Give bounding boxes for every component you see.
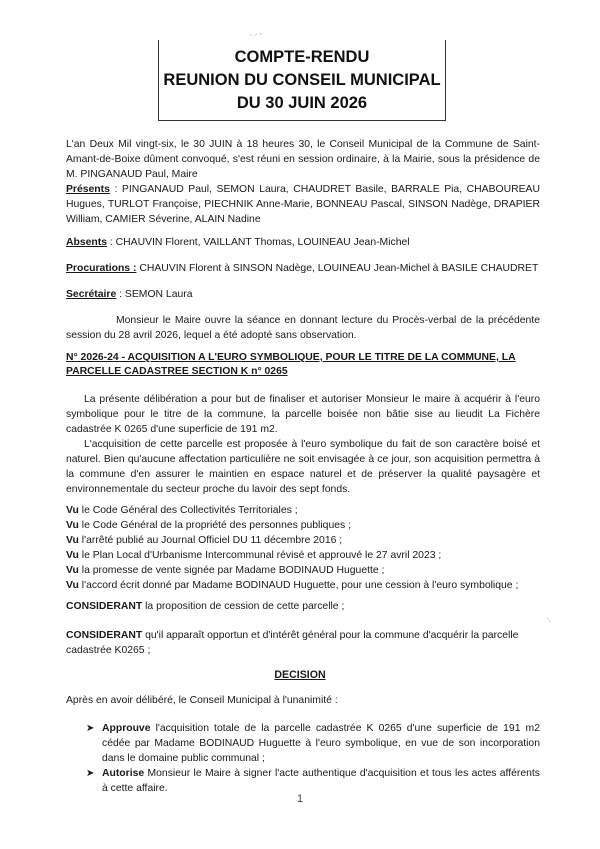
visa-line: Vu la promesse de vente signée par Madame BODINAUD Huguette ;	[66, 565, 385, 576]
secretaire-name: : SEMON Laura	[116, 289, 193, 300]
procurations-list: CHAUVIN Florent à SINSON Nadège, LOUINEAU Jean-Michel à BASILE CHAUDRET	[136, 263, 539, 274]
procurations-label: Procurations :	[66, 263, 137, 274]
title-box	[158, 40, 446, 121]
visa-line: Vu l'arrêté publié au Journal Officiel DU 11 décembre 2016 ;	[66, 535, 343, 546]
presents-label: Présents	[66, 184, 110, 195]
arrow-bullet-icon: ➤	[86, 768, 95, 779]
visa-line: Vu le Plan Local d'Urbanisme Intercommunal révisé et approuvé le 27 avril 2023 ;	[66, 550, 442, 561]
decision-intro: Après en avoir délibéré, le Conseil Municipal à l'unanimité :	[66, 695, 338, 706]
absents-label: Absents	[66, 237, 107, 248]
item-paragraph-1: La présente délibération a pour but de finaliser et autoriser Monsieur le maire à acquérir à l'euro symbolique pour le titre de la commune, la parcelle boisée non bâtie sise au lieudit La Fichère cadastrée K 0265 d'une superficie de 191 m2.	[66, 394, 540, 435]
title-line-2: REUNION DU CONSEIL MUNICIPAL	[163, 71, 441, 89]
title-line-3: DU 30 JUIN 2026	[236, 94, 368, 112]
page-number: 1	[296, 793, 304, 805]
presents-list: : PINGANAUD Paul, SEMON Laura, CHAUDRET Basile, BARRALE Pia, CHABOUREAU Hugues, TURLOT Françoise, PIECHNIK Anne-Marie, BONNEAU Pascal, SINSON Nadège, DRAPIER William, CAMIER Séverine, ALAIN Nadine	[66, 184, 540, 225]
considerant-1: CONSIDERANT la proposition de cession de cette parcelle ;	[66, 601, 345, 612]
decision-bullet-autorise: ➤ Autorise Monsieur le Maire à signer l'acte authentique d'acquisition et tous les actes afférents à cette affaire.	[86, 768, 540, 794]
considerant-2: CONSIDERANT qu'il apparaît opportun et d'intérêt général pour la commune d'acquérir la parcelle cadastrée K0265 ;	[66, 630, 519, 656]
visas-list	[66, 503, 540, 593]
opening-paragraph: Monsieur le Maire ouvre la séance en donnant lecture du Procès-verbal de la précédente session du 28 avril 2026, lequel a été adopté sans observation.	[66, 315, 540, 341]
secretaire-label: Secrétaire	[66, 289, 117, 300]
visa-line: Vu le Code Général des Collectivités Territoriales ;	[66, 505, 298, 516]
absents-list: : CHAUVIN Florent, VAILLANT Thomas, LOUINEAU Jean-Michel	[107, 237, 410, 248]
visa-line: Vu l'accord écrit donné par Madame BODINAUD Huguette, pour une cession à l'euro symbolique ;	[66, 580, 519, 591]
scan-mark: - .- ~	[250, 32, 263, 38]
intro-paragraph: L'an Deux Mil vingt-six, le 30 JUIN à 18 heures 30, le Conseil Municipal de la Commune de Saint-Amant-de-Boixe dûment convoqué, s'est réuni en session ordinaire, à la Mairie, sous la présidence de M. PINGANAUD Paul, Maire	[66, 139, 540, 180]
visa-line: Vu le Code Général de la propriété des personnes publiques ;	[66, 520, 351, 531]
scan-speck: ·,	[546, 614, 551, 623]
procurations-paragraph	[66, 261, 540, 276]
secretaire-paragraph	[66, 287, 540, 302]
presents-paragraph	[66, 182, 540, 227]
item-paragraph-2: L'acquisition de cette parcelle est proposée à l'euro symbolique du fait de son caractère boisé et naturel. Bien qu'aucune affectation particulière ne soit envisagée à ce jour, son acquisition permettra à la commune d'en assurer le maintien en espace naturel et de préserver la qualité paysagère et environnementale du secteur proche du lavoir des sept fonds.	[66, 439, 540, 495]
agenda-item-title: N° 2026-24 - ACQUISITION A L'EURO SYMBOLIQUE, POUR LE TITRE DE LA COMMUNE, LA PARCELLE CADASTREE SECTION K n° 0265	[66, 352, 516, 377]
arrow-bullet-icon: ➤	[86, 723, 95, 734]
decision-heading: DECISION	[274, 669, 326, 681]
title-line-1: COMPTE-RENDU	[234, 48, 370, 66]
decision-bullet-approuve: ➤ Approuve l'acquisition totale de la parcelle cadastrée K 0265 d'une superficie de 191 m2 cédée par Madame BODINAUD Huguette à l'euro symbolique, en vue de son incorporation dans le domaine public communal ;	[86, 723, 540, 764]
absents-paragraph	[66, 235, 540, 250]
